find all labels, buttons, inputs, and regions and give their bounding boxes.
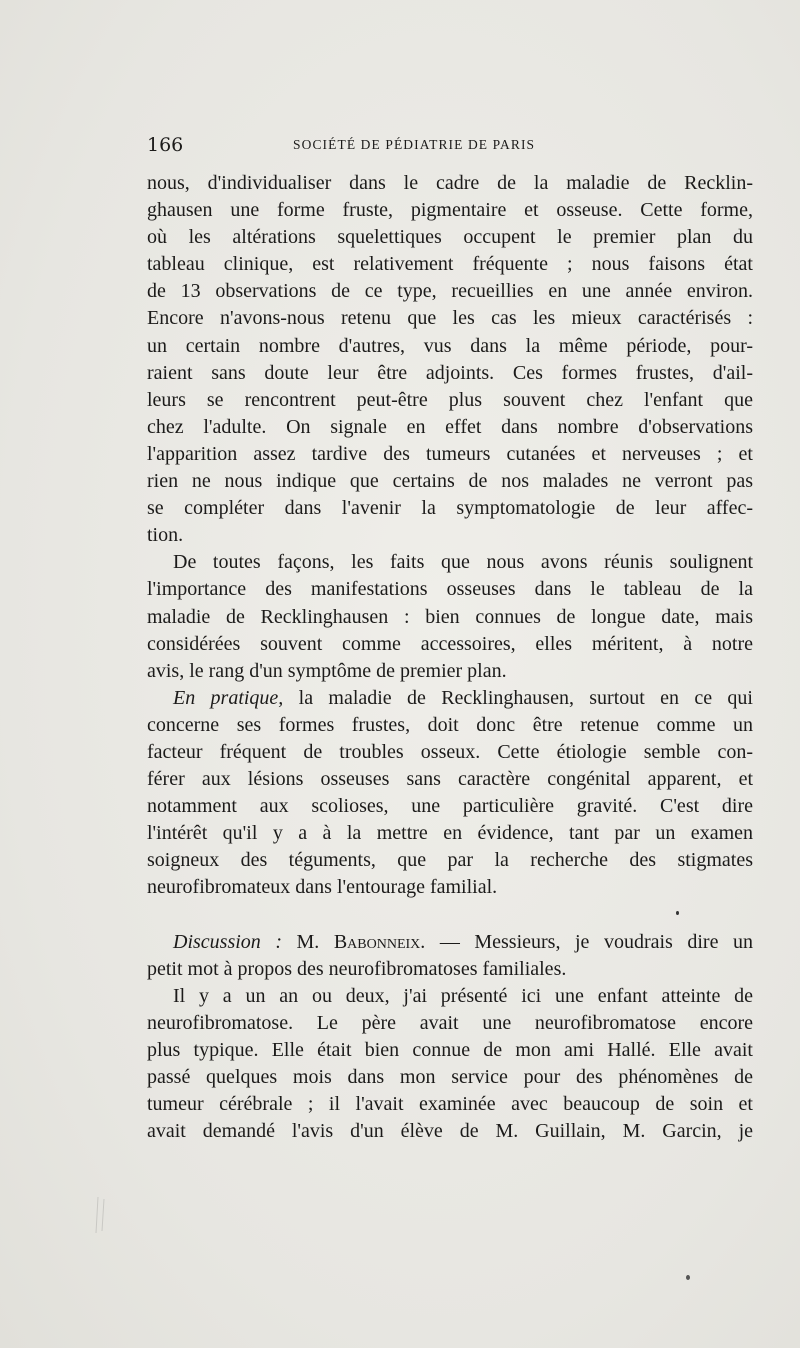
running-head: SOCIÉTÉ DE PÉDIATRIE DE PARIS xyxy=(293,137,536,152)
text-line: tumeur cérébrale ; il l'avait examinée avec beaucoup de soin et xyxy=(147,1093,753,1116)
text-line: neurofibromatose. Le père avait une neurofibromatose encore xyxy=(147,1011,753,1034)
text-line: concerne ses formes frustes, doit donc être retenue comme un xyxy=(147,713,753,736)
text-line: facteur fréquent de troubles osseux. Cette étiologie semble con- xyxy=(147,740,753,763)
text-line: un certain nombre d'autres, vus dans la même période, pour- xyxy=(147,334,753,357)
italic-phrase: En pratique, xyxy=(173,686,284,709)
page-header xyxy=(147,134,753,158)
ink-speck xyxy=(686,1275,690,1280)
text-line: Il y a un an ou deux, j'ai présenté ici une enfant atteinte de xyxy=(173,984,753,1007)
text-line: l'importance des manifestations osseuses dans le tableau de la xyxy=(147,578,753,601)
ink-speck xyxy=(676,911,679,915)
text-line: Encore n'avons-nous retenu que les cas les mieux caractérisés : xyxy=(147,307,753,330)
page-number: 166 xyxy=(147,134,184,156)
text-line: avait demandé l'avis d'un élève de M. Guillain, M. Garcin, je xyxy=(147,1120,753,1143)
text-line: se compléter dans l'avenir la symptomatologie de leur affec- xyxy=(147,497,753,520)
italic-phrase: Discussion : xyxy=(173,930,282,953)
text-line: soigneux des téguments, que par la recherche des stigmates xyxy=(147,849,753,872)
speaker-name: Babonneix xyxy=(333,930,421,953)
text-line: l'apparition assez tardive des tumeurs cutanées et nerveuses ; et xyxy=(147,442,753,465)
text-line: chez l'adulte. On signale en effet dans nombre d'observations xyxy=(147,415,753,438)
text-line xyxy=(147,929,753,956)
text-line: notamment aux scolioses, une particulière gravité. C'est dire xyxy=(147,795,753,818)
text-line: avis, le rang d'un symptôme de premier plan. xyxy=(147,659,507,682)
text-line: petit mot à propos des neurofibromatoses familiales. xyxy=(147,957,567,980)
text-line xyxy=(147,685,753,712)
faint-pencil-mark xyxy=(92,1195,112,1235)
text-line: l'intérêt qu'il y a à la mettre en évidence, tant par un examen xyxy=(147,822,753,845)
text-line: passé quelques mois dans mon service pour des phénomènes de xyxy=(147,1066,753,1088)
text-line: plus typique. Elle était bien connue de mon ami Hallé. Elle avait xyxy=(147,1038,753,1061)
text-line: où les altérations squelettiques occupent le premier plan du xyxy=(147,226,753,249)
text-line: rien ne nous indique que certains de nos malades ne verront pas xyxy=(147,470,753,493)
text-line: maladie de Recklinghausen : bien connues de longue date, mais xyxy=(147,605,753,628)
text-line: raient sans doute leur être adjoints. Ces formes frustes, d'ail- xyxy=(147,361,753,384)
text-run: M. xyxy=(281,930,334,953)
section-gap xyxy=(147,902,753,929)
text-line: tableau clinique, est relativement fréquente ; nous faisons état xyxy=(147,253,753,276)
text-run: . — Messieurs, je voudrais dire un xyxy=(420,930,753,953)
text-line: leurs se rencontrent peut-être plus souvent chez l'enfant que xyxy=(147,388,753,411)
text-line: ghausen une forme fruste, pigmentaire et osseuse. Cette forme, xyxy=(147,199,753,222)
text-run: la maladie de Recklinghausen, surtout en ce qui xyxy=(283,686,753,709)
text-line: neurofibromateux dans l'entourage familial. xyxy=(147,876,498,899)
text-line: De toutes façons, les faits que nous avons réunis soulignent xyxy=(173,551,753,574)
text-line: tion. xyxy=(147,524,184,547)
text-line: de 13 observations de ce type, recueillies en une année environ. xyxy=(147,280,753,303)
body-text xyxy=(147,170,753,1145)
text-line: considérées souvent comme accessoires, elles méritent, à notre xyxy=(147,632,753,655)
text-line: férer aux lésions osseuses sans caractère congénital apparent, et xyxy=(147,768,753,791)
text-line: nous, d'individualiser dans le cadre de la maladie de Recklin- xyxy=(147,172,753,194)
